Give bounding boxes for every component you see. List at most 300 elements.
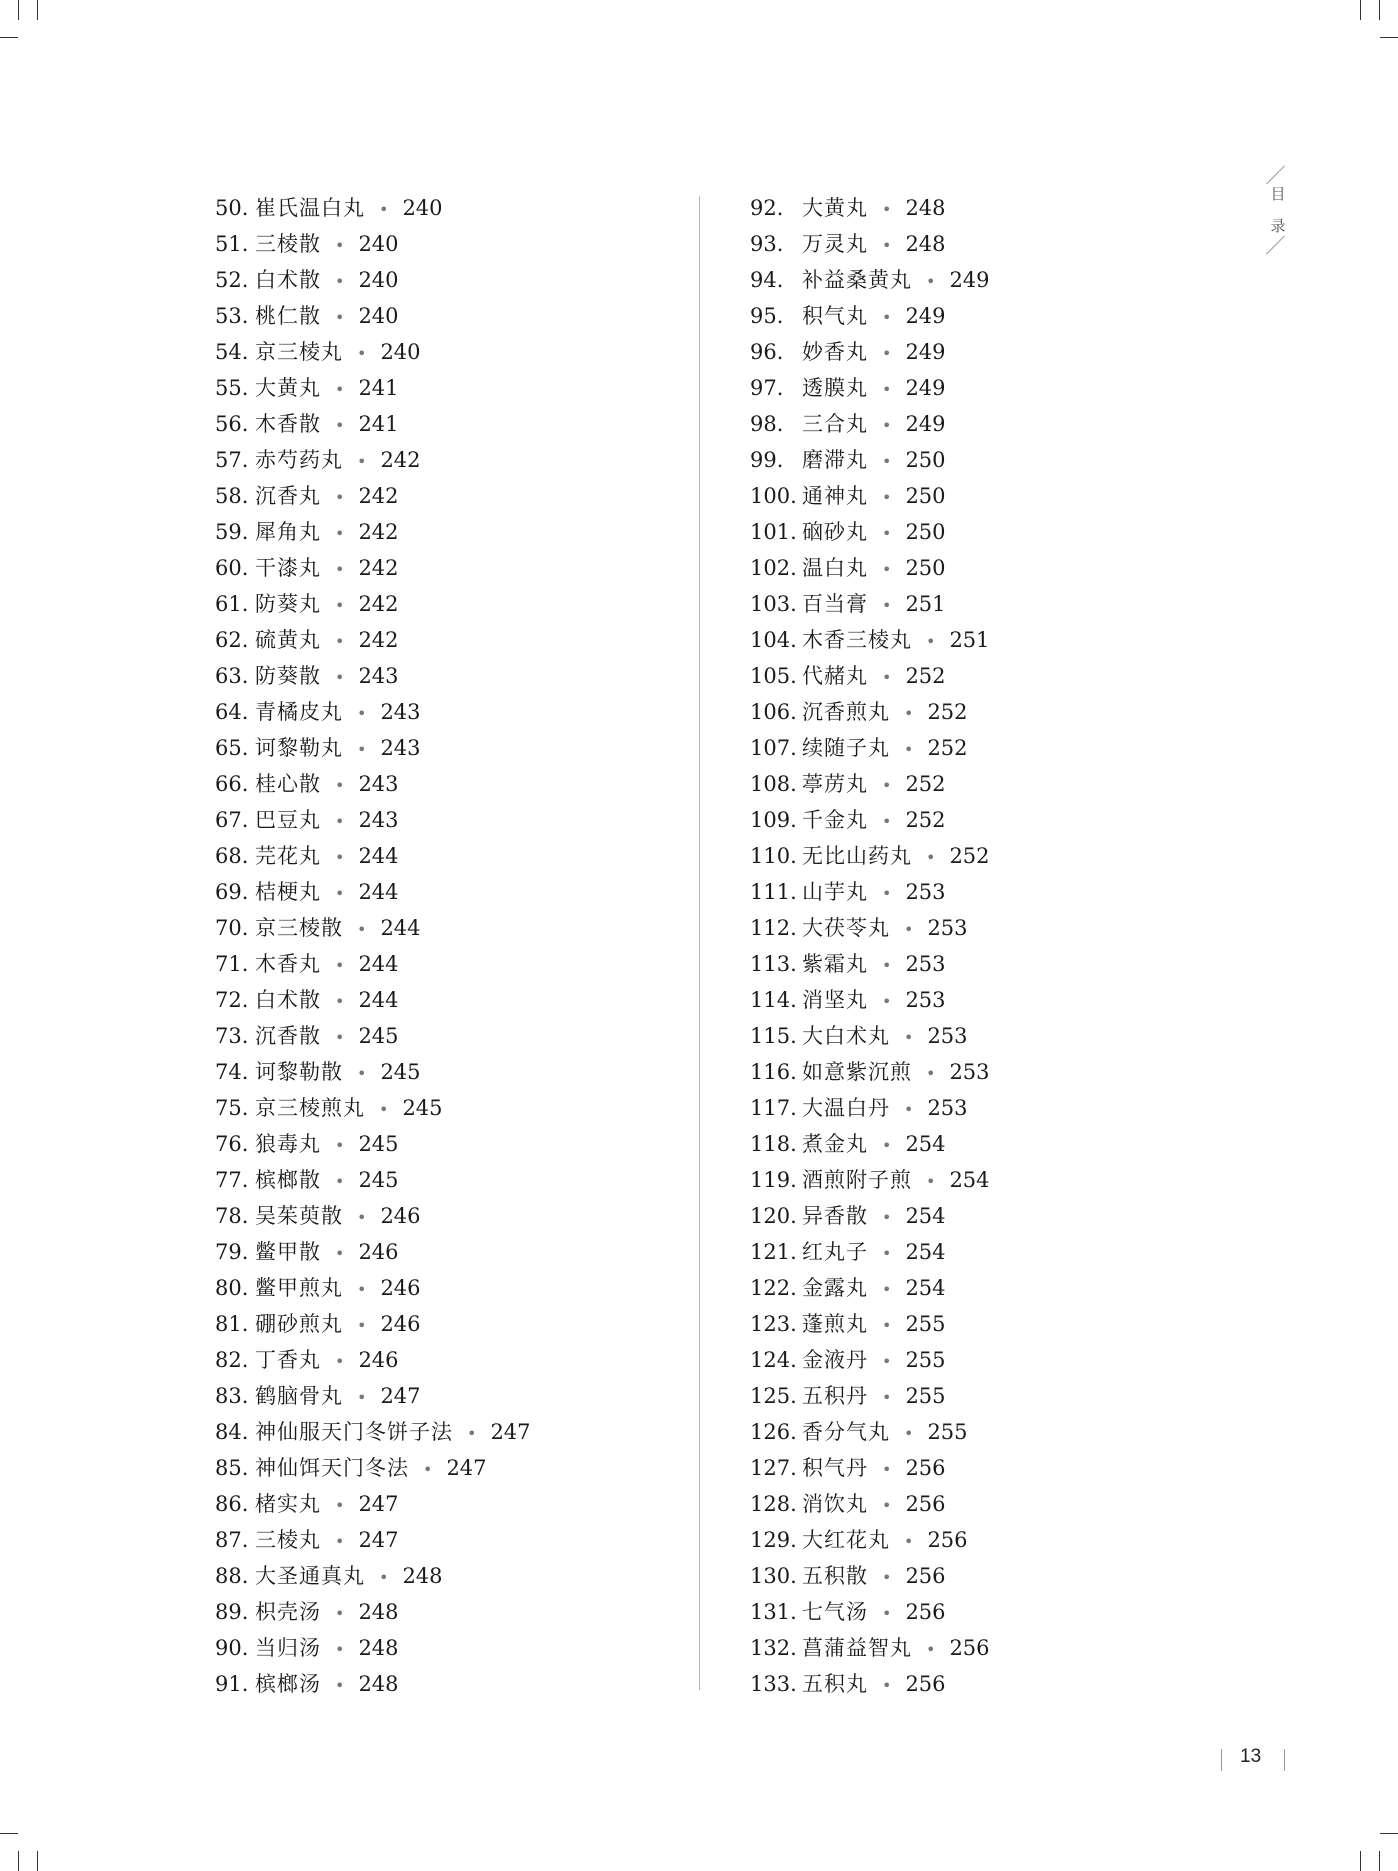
toc-entry-title: 沉香丸 <box>255 484 321 508</box>
toc-entry-number: 96. <box>750 340 784 364</box>
toc-entry-page: 254 <box>905 1276 946 1300</box>
toc-entry-title: 千金丸 <box>802 808 868 832</box>
page-number: 13 <box>1240 1746 1262 1767</box>
toc-entry-page: 252 <box>905 772 946 796</box>
toc-entry <box>750 1630 990 1666</box>
toc-entry <box>750 982 990 1018</box>
toc-entry-page: 249 <box>905 376 946 400</box>
toc-entry-page: 256 <box>905 1456 946 1480</box>
toc-leader-dot: • <box>882 1352 892 1371</box>
toc-entry-title: 蓬煎丸 <box>802 1312 868 1336</box>
toc-column-right <box>750 190 990 1702</box>
toc-entry-title: 万灵丸 <box>802 232 868 256</box>
toc-entry-page: 245 <box>380 1060 421 1084</box>
toc-entry <box>215 1018 531 1054</box>
toc-entry <box>750 190 990 226</box>
toc-entry <box>215 514 531 550</box>
crop-mark-bottom-right <box>1380 1833 1398 1834</box>
toc-entry-number: 80. <box>215 1276 249 1300</box>
toc-entry <box>750 1126 990 1162</box>
toc-entry-number: 61. <box>215 592 249 616</box>
toc-entry <box>750 1162 990 1198</box>
toc-entry-number: 127. <box>750 1456 797 1480</box>
toc-entry-number: 99. <box>750 448 784 472</box>
toc-entry-title: 酒煎附子煎 <box>802 1168 912 1192</box>
crop-mark-top-left-v1 <box>18 0 19 20</box>
crop-mark-bottom-right-v1 <box>1360 1851 1361 1871</box>
toc-entry-number: 129. <box>750 1528 797 1552</box>
crop-mark-bottom-left-v2 <box>37 1851 38 1871</box>
toc-entry-page: 252 <box>927 700 968 724</box>
toc-entry-number: 82. <box>215 1348 249 1372</box>
toc-entry-number: 119. <box>750 1168 797 1192</box>
toc-entry-title: 防葵丸 <box>255 592 321 616</box>
toc-leader-dot: • <box>882 956 892 975</box>
toc-entry-page: 256 <box>905 1672 946 1696</box>
toc-entry <box>215 406 531 442</box>
side-label-char-1: 目 <box>1270 185 1286 203</box>
crop-mark-top-right <box>1380 37 1398 38</box>
toc-entry <box>215 766 531 802</box>
toc-leader-dot: • <box>882 524 892 543</box>
toc-entry <box>215 298 531 334</box>
toc-entry-title: 枳壳汤 <box>255 1600 321 1624</box>
toc-entry-number: 87. <box>215 1528 249 1552</box>
toc-entry-title: 青橘皮丸 <box>255 700 343 724</box>
toc-entry <box>215 1054 531 1090</box>
toc-entry <box>215 190 531 226</box>
toc-leader-dot: • <box>335 416 345 435</box>
toc-entry-page: 250 <box>905 484 946 508</box>
toc-entry-page: 251 <box>949 628 990 652</box>
toc-leader-dot: • <box>904 740 914 759</box>
toc-entry <box>215 1378 531 1414</box>
toc-entry-title: 丁香丸 <box>255 1348 321 1372</box>
toc-entry-title: 木香丸 <box>255 952 321 976</box>
toc-entry-title: 吴茱萸散 <box>255 1204 343 1228</box>
toc-entry <box>750 478 990 514</box>
toc-entry-title: 干漆丸 <box>255 556 321 580</box>
toc-entry-number: 58. <box>215 484 249 508</box>
toc-entry-number: 62. <box>215 628 249 652</box>
toc-leader-dot: • <box>423 1460 433 1479</box>
side-label <box>1266 178 1290 242</box>
toc-entry-title: 透膜丸 <box>802 376 868 400</box>
toc-entry-number: 86. <box>215 1492 249 1516</box>
toc-entry-number: 132. <box>750 1636 797 1660</box>
toc-entry-page: 248 <box>358 1636 399 1660</box>
toc-leader-dot: • <box>335 272 345 291</box>
toc-entry-number: 81. <box>215 1312 249 1336</box>
toc-entry-number: 85. <box>215 1456 249 1480</box>
toc-entry <box>215 1630 531 1666</box>
toc-entry <box>750 298 990 334</box>
toc-entry-number: 97. <box>750 376 784 400</box>
toc-entry-title: 五积散 <box>802 1564 868 1588</box>
toc-entry-number: 128. <box>750 1492 797 1516</box>
toc-entry-title: 沉香散 <box>255 1024 321 1048</box>
toc-entry <box>750 730 990 766</box>
toc-leader-dot: • <box>882 1388 892 1407</box>
toc-entry <box>750 1198 990 1234</box>
toc-entry-page: 253 <box>905 880 946 904</box>
toc-entry-title: 巴豆丸 <box>255 808 321 832</box>
crop-mark-bottom-left <box>0 1833 18 1834</box>
toc-leader-dot: • <box>335 1172 345 1191</box>
toc-leader-dot: • <box>379 1568 389 1587</box>
toc-entry <box>215 478 531 514</box>
toc-leader-dot: • <box>357 452 367 471</box>
toc-leader-dot: • <box>882 1244 892 1263</box>
toc-entry-title: 崔氏温白丸 <box>255 196 365 220</box>
toc-leader-dot: • <box>904 1100 914 1119</box>
toc-entry <box>215 1162 531 1198</box>
toc-entry-number: 69. <box>215 880 249 904</box>
toc-entry-page: 246 <box>380 1276 421 1300</box>
toc-entry <box>215 694 531 730</box>
toc-entry <box>750 1270 990 1306</box>
toc-leader-dot: • <box>335 884 345 903</box>
toc-entry-title: 鹤脑骨丸 <box>255 1384 343 1408</box>
toc-leader-dot: • <box>335 956 345 975</box>
toc-entry <box>215 1270 531 1306</box>
toc-leader-dot: • <box>335 1352 345 1371</box>
toc-entry-title: 积气丸 <box>802 304 868 328</box>
toc-entry-page: 256 <box>927 1528 968 1552</box>
toc-entry-title: 槟榔汤 <box>255 1672 321 1696</box>
toc-entry-page: 253 <box>927 916 968 940</box>
toc-leader-dot: • <box>335 560 345 579</box>
toc-entry-title: 桂心散 <box>255 772 321 796</box>
toc-leader-dot: • <box>335 1244 345 1263</box>
toc-leader-dot: • <box>335 596 345 615</box>
toc-leader-dot: • <box>882 1316 892 1335</box>
toc-entry <box>215 1486 531 1522</box>
toc-entry-number: 101. <box>750 520 797 544</box>
toc-entry-number: 116. <box>750 1060 797 1084</box>
toc-entry-title: 大红花丸 <box>802 1528 890 1552</box>
toc-leader-dot: • <box>926 632 936 651</box>
toc-entry <box>215 586 531 622</box>
toc-entry <box>215 1522 531 1558</box>
toc-leader-dot: • <box>379 200 389 219</box>
toc-entry-page: 250 <box>905 520 946 544</box>
toc-leader-dot: • <box>882 1496 892 1515</box>
toc-entry-number: 115. <box>750 1024 797 1048</box>
toc-entry-page: 256 <box>905 1564 946 1588</box>
toc-entry-title: 异香散 <box>802 1204 868 1228</box>
toc-leader-dot: • <box>357 1064 367 1083</box>
crop-mark-top-right-v1 <box>1360 0 1361 20</box>
toc-entry-page: 244 <box>358 988 399 1012</box>
toc-entry-title: 诃黎勒散 <box>255 1060 343 1084</box>
toc-entry-page: 254 <box>949 1168 990 1192</box>
toc-entry-number: 98. <box>750 412 784 436</box>
toc-entry-title: 五积丹 <box>802 1384 868 1408</box>
toc-leader-dot: • <box>335 992 345 1011</box>
toc-entry-title: 五积丸 <box>802 1672 868 1696</box>
toc-entry-number: 113. <box>750 952 797 976</box>
toc-leader-dot: • <box>882 992 892 1011</box>
toc-entry <box>750 766 990 802</box>
toc-entry-number: 71. <box>215 952 249 976</box>
toc-leader-dot: • <box>357 704 367 723</box>
toc-entry <box>215 946 531 982</box>
toc-leader-dot: • <box>926 848 936 867</box>
toc-leader-dot: • <box>335 1532 345 1551</box>
toc-leader-dot: • <box>335 380 345 399</box>
toc-entry-title: 白术散 <box>255 268 321 292</box>
toc-entry-number: 67. <box>215 808 249 832</box>
toc-leader-dot: • <box>335 632 345 651</box>
toc-entry-title: 妙香丸 <box>802 340 868 364</box>
toc-leader-dot: • <box>335 308 345 327</box>
toc-entry-number: 130. <box>750 1564 797 1588</box>
toc-leader-dot: • <box>882 452 892 471</box>
toc-entry-page: 240 <box>358 232 399 256</box>
toc-entry-number: 118. <box>750 1132 797 1156</box>
toc-entry-number: 75. <box>215 1096 249 1120</box>
toc-leader-dot: • <box>335 668 345 687</box>
toc-entry-page: 256 <box>905 1600 946 1624</box>
toc-entry-page: 249 <box>905 304 946 328</box>
toc-entry <box>750 442 990 478</box>
toc-leader-dot: • <box>882 596 892 615</box>
toc-entry <box>215 730 531 766</box>
toc-entry-page: 253 <box>905 988 946 1012</box>
toc-entry <box>215 1666 531 1702</box>
crop-mark-top-right-v2 <box>1379 0 1380 20</box>
toc-leader-dot: • <box>379 1100 389 1119</box>
toc-entry-number: 93. <box>750 232 784 256</box>
toc-entry-number: 72. <box>215 988 249 1012</box>
toc-entry-page: 246 <box>380 1312 421 1336</box>
toc-entry <box>215 1450 531 1486</box>
toc-entry-number: 83. <box>215 1384 249 1408</box>
toc-entry <box>215 550 531 586</box>
toc-leader-dot: • <box>904 920 914 939</box>
toc-entry <box>750 406 990 442</box>
toc-entry-number: 77. <box>215 1168 249 1192</box>
toc-entry <box>750 370 990 406</box>
toc-entry <box>750 1594 990 1630</box>
toc-entry-number: 65. <box>215 736 249 760</box>
toc-leader-dot: • <box>882 1604 892 1623</box>
toc-entry-number: 108. <box>750 772 797 796</box>
page-number-bar-left <box>1221 1749 1222 1771</box>
toc-entry-number: 102. <box>750 556 797 580</box>
toc-entry <box>750 1666 990 1702</box>
toc-entry-number: 133. <box>750 1672 797 1696</box>
toc-entry-title: 桃仁散 <box>255 304 321 328</box>
toc-leader-dot: • <box>335 776 345 795</box>
toc-leader-dot: • <box>904 1028 914 1047</box>
toc-entry-number: 104. <box>750 628 797 652</box>
toc-entry-page: 252 <box>927 736 968 760</box>
toc-leader-dot: • <box>335 812 345 831</box>
toc-leader-dot: • <box>882 560 892 579</box>
toc-entry-page: 248 <box>905 196 946 220</box>
toc-entry-page: 256 <box>949 1636 990 1660</box>
toc-entry-page: 243 <box>358 808 399 832</box>
toc-entry-title: 诃黎勒丸 <box>255 736 343 760</box>
toc-entry <box>215 874 531 910</box>
toc-entry-page: 240 <box>358 304 399 328</box>
toc-entry-page: 246 <box>380 1204 421 1228</box>
toc-entry-page: 243 <box>358 772 399 796</box>
toc-leader-dot: • <box>882 236 892 255</box>
toc-leader-dot: • <box>357 1208 367 1227</box>
toc-entry-page: 254 <box>905 1204 946 1228</box>
toc-entry-title: 七气汤 <box>802 1600 868 1624</box>
toc-leader-dot: • <box>882 308 892 327</box>
toc-entry <box>750 910 990 946</box>
toc-leader-dot: • <box>357 740 367 759</box>
toc-entry-page: 244 <box>358 844 399 868</box>
toc-leader-dot: • <box>357 1316 367 1335</box>
toc-leader-dot: • <box>335 848 345 867</box>
toc-entry <box>750 874 990 910</box>
toc-leader-dot: • <box>882 1460 892 1479</box>
toc-entry <box>215 334 531 370</box>
toc-entry <box>215 802 531 838</box>
toc-entry <box>750 658 990 694</box>
toc-entry-title: 葶苈丸 <box>802 772 868 796</box>
toc-leader-dot: • <box>335 1640 345 1659</box>
toc-entry-title: 百当膏 <box>802 592 868 616</box>
toc-leader-dot: • <box>357 920 367 939</box>
toc-leader-dot: • <box>882 200 892 219</box>
toc-entry-number: 84. <box>215 1420 249 1444</box>
toc-leader-dot: • <box>904 1532 914 1551</box>
toc-entry <box>215 226 531 262</box>
toc-entry-number: 117. <box>750 1096 797 1120</box>
toc-entry-page: 255 <box>905 1348 946 1372</box>
toc-entry-page: 253 <box>927 1096 968 1120</box>
toc-entry-title: 狼毒丸 <box>255 1132 321 1156</box>
toc-entry-title: 硫黄丸 <box>255 628 321 652</box>
toc-entry-page: 248 <box>905 232 946 256</box>
toc-entry-page: 245 <box>358 1024 399 1048</box>
toc-entry-number: 91. <box>215 1672 249 1696</box>
toc-leader-dot: • <box>882 1208 892 1227</box>
toc-entry-page: 256 <box>905 1492 946 1516</box>
toc-entry-title: 赤芍药丸 <box>255 448 343 472</box>
toc-entry-number: 63. <box>215 664 249 688</box>
toc-entry-title: 代赭丸 <box>802 664 868 688</box>
toc-entry-page: 253 <box>927 1024 968 1048</box>
toc-entry-title: 金液丹 <box>802 1348 868 1372</box>
toc-entry-number: 125. <box>750 1384 797 1408</box>
toc-entry-page: 240 <box>358 268 399 292</box>
toc-leader-dot: • <box>357 1280 367 1299</box>
toc-entry-number: 66. <box>215 772 249 796</box>
toc-entry <box>750 586 990 622</box>
toc-entry-page: 240 <box>402 196 443 220</box>
toc-entry-page: 246 <box>358 1240 399 1264</box>
toc-entry-title: 香分气丸 <box>802 1420 890 1444</box>
toc-entry-number: 120. <box>750 1204 797 1228</box>
toc-entry-page: 248 <box>402 1564 443 1588</box>
toc-entry <box>750 1090 990 1126</box>
toc-entry-page: 252 <box>905 664 946 688</box>
toc-entry-page: 245 <box>358 1168 399 1192</box>
toc-entry <box>215 982 531 1018</box>
toc-leader-dot: • <box>882 668 892 687</box>
toc-entry-title: 木香三棱丸 <box>802 628 912 652</box>
toc-entry-number: 124. <box>750 1348 797 1372</box>
toc-leader-dot: • <box>926 1172 936 1191</box>
toc-entry-page: 249 <box>905 412 946 436</box>
toc-entry-title: 硇砂丸 <box>802 520 868 544</box>
toc-entry-number: 52. <box>215 268 249 292</box>
toc-entry-number: 123. <box>750 1312 797 1336</box>
toc-entry-number: 122. <box>750 1276 797 1300</box>
toc-entry-number: 70. <box>215 916 249 940</box>
toc-entry-title: 消坚丸 <box>802 988 868 1012</box>
toc-entry-number: 103. <box>750 592 797 616</box>
toc-entry-page: 251 <box>905 592 946 616</box>
toc-entry <box>750 1558 990 1594</box>
toc-entry-page: 245 <box>402 1096 443 1120</box>
toc-entry-title: 沉香煎丸 <box>802 700 890 724</box>
toc-entry-title: 消饮丸 <box>802 1492 868 1516</box>
toc-entry-number: 56. <box>215 412 249 436</box>
toc-entry-number: 59. <box>215 520 249 544</box>
toc-entry-title: 大温白丹 <box>802 1096 890 1120</box>
toc-entry <box>750 514 990 550</box>
toc-entry-number: 131. <box>750 1600 797 1624</box>
toc-entry-title: 白术散 <box>255 988 321 1012</box>
toc-entry-page: 247 <box>380 1384 421 1408</box>
toc-entry-number: 126. <box>750 1420 797 1444</box>
toc-entry-page: 241 <box>358 376 399 400</box>
toc-entry-title: 楮实丸 <box>255 1492 321 1516</box>
toc-entry <box>750 1306 990 1342</box>
column-divider <box>699 196 700 1690</box>
toc-entry-title: 京三棱煎丸 <box>255 1096 365 1120</box>
toc-entry-title: 补益桑黄丸 <box>802 268 912 292</box>
toc-leader-dot: • <box>882 380 892 399</box>
toc-entry <box>750 1234 990 1270</box>
toc-entry-number: 110. <box>750 844 797 868</box>
toc-entry-number: 78. <box>215 1204 249 1228</box>
toc-entry-page: 247 <box>490 1420 531 1444</box>
toc-entry-number: 121. <box>750 1240 797 1264</box>
toc-entry-page: 255 <box>905 1312 946 1336</box>
toc-entry-page: 248 <box>358 1672 399 1696</box>
toc-entry-page: 244 <box>358 880 399 904</box>
toc-entry <box>215 1234 531 1270</box>
toc-leader-dot: • <box>904 1424 914 1443</box>
toc-entry-number: 73. <box>215 1024 249 1048</box>
toc-entry-title: 大黄丸 <box>255 376 321 400</box>
toc-entry <box>750 1054 990 1090</box>
toc-leader-dot: • <box>335 1496 345 1515</box>
crop-mark-top-left <box>0 37 18 38</box>
toc-entry <box>750 802 990 838</box>
toc-entry-page: 249 <box>905 340 946 364</box>
toc-entry <box>215 370 531 406</box>
toc-entry <box>215 1198 531 1234</box>
toc-entry-number: 106. <box>750 700 797 724</box>
toc-entry-number: 88. <box>215 1564 249 1588</box>
toc-entry-page: 242 <box>358 592 399 616</box>
toc-leader-dot: • <box>467 1424 477 1443</box>
toc-entry-title: 山芋丸 <box>802 880 868 904</box>
toc-entry-page: 255 <box>905 1384 946 1408</box>
toc-entry <box>750 550 990 586</box>
